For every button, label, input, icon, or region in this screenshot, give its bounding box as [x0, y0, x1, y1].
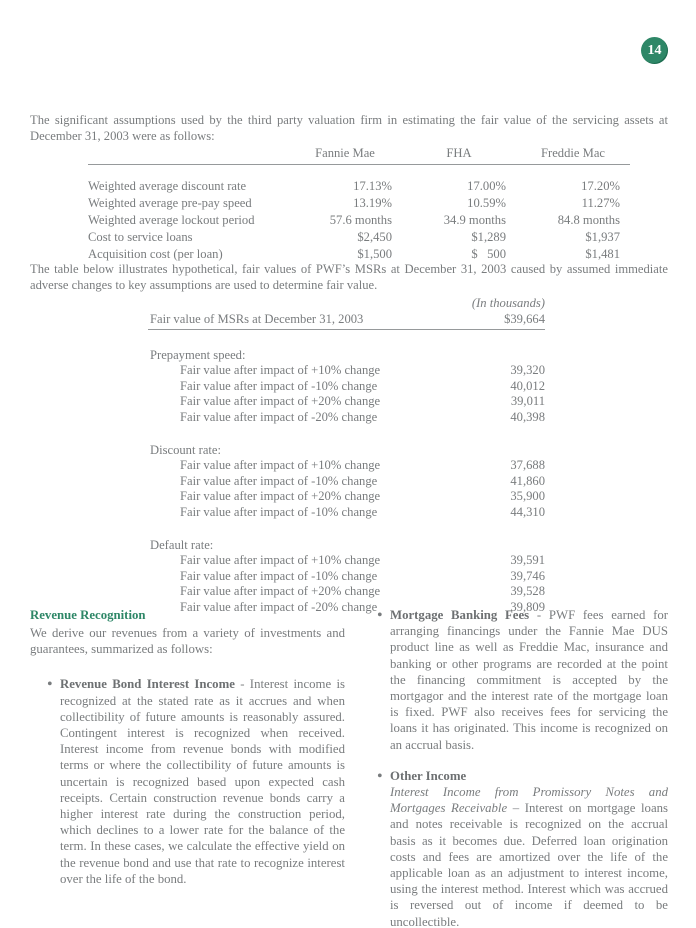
- row-label: Weighted average pre-pay speed: [88, 196, 252, 210]
- table-row: [148, 505, 545, 520]
- bullet-other-income: [377, 768, 668, 928]
- msr-header-row: [148, 311, 545, 330]
- table-row: [88, 229, 630, 246]
- table-row: [148, 394, 545, 409]
- bullet-revenue-bond-interest-income: [47, 676, 345, 887]
- row-label: Weighted average lockout period: [88, 213, 255, 227]
- cell-value: 39,011: [510, 394, 545, 409]
- cell-value: 39,746: [510, 568, 545, 583]
- bullet-italic-lead: Interest Income from Promissory Notes and Mortgages Receivable: [390, 785, 668, 816]
- revenue-recognition-intro: We derive our revenues from a variety of investments and guarantees, summarized as follows:: [30, 626, 345, 657]
- left-column: [30, 607, 345, 928]
- row-label: Fair value after impact of +10% change: [180, 553, 381, 568]
- cell-value: 11.27%: [581, 196, 620, 210]
- bullet-body: [60, 676, 345, 887]
- row-label: Fair value after impact of -10% change: [180, 568, 378, 583]
- table-row: [148, 489, 545, 504]
- cell-value: 41,860: [510, 473, 545, 488]
- row-label: Fair value after impact of +20% change: [180, 394, 381, 409]
- row-label: Fair value after impact of -10% change: [180, 473, 378, 488]
- assumptions-header-fha: FHA: [402, 146, 516, 165]
- cell-value: $1,500: [357, 247, 392, 261]
- cell-value: 44,310: [510, 504, 545, 519]
- cell-value: 17.20%: [581, 179, 620, 193]
- bullet-body: [390, 768, 668, 928]
- msr-header-label: Fair value of MSRs at December 31, 2003: [150, 312, 364, 326]
- cell-value: 39,528: [510, 584, 545, 599]
- page-number-badge: [641, 37, 668, 64]
- bullet-icon: •: [47, 676, 53, 694]
- table-row: [148, 363, 545, 378]
- cell-value: 10.59%: [467, 196, 506, 210]
- assumptions-table: [88, 146, 630, 263]
- table-row: [148, 553, 545, 568]
- cell-value: 13.19%: [353, 196, 392, 210]
- bullet-title: Mortgage Banking Fees: [390, 608, 530, 622]
- cell-value: $ 500: [471, 247, 506, 261]
- bullet-icon: •: [377, 767, 383, 785]
- table-row: [148, 584, 545, 599]
- cell-value: 35,900: [510, 489, 545, 504]
- table-row: [88, 212, 630, 229]
- table-row: [148, 458, 545, 473]
- intro-paragraph: The significant assumptions used by the third party valuation firm in estimating the fair value of the servicing assets at December 31, 2003 were as follows:: [30, 113, 668, 143]
- cell-value: 17.13%: [353, 179, 392, 193]
- row-label: Fair value after impact of -20% change: [180, 409, 378, 424]
- table-row: [148, 569, 545, 584]
- cell-value: $1,481: [585, 247, 620, 261]
- cell-value: 39,809: [510, 599, 545, 614]
- row-label: Fair value after impact of +10% change: [180, 363, 381, 378]
- cell-value: 39,320: [510, 363, 545, 378]
- bullet-icon: •: [377, 607, 383, 624]
- cell-value: 34.9 months: [443, 213, 506, 227]
- table-spacer-row: [88, 165, 630, 179]
- two-column-section: [30, 607, 668, 928]
- section-title-discount: Discount rate:: [150, 443, 221, 458]
- cell-value: $2,450: [357, 230, 392, 244]
- cell-value: 40,012: [510, 378, 545, 393]
- msr-sensitivity-table: [148, 296, 545, 615]
- assumptions-header-empty: [88, 146, 288, 165]
- table-row: [148, 410, 545, 425]
- units-note: (In thousands): [471, 296, 545, 310]
- cell-value: $1,937: [585, 230, 620, 244]
- row-label: Cost to service loans: [88, 230, 193, 244]
- table-row: [88, 195, 630, 212]
- assumptions-header-freddie-mac: Freddie Mac: [516, 146, 630, 165]
- row-label: Fair value after impact of +10% change: [180, 458, 381, 473]
- bullet-title: Other Income: [390, 768, 467, 783]
- table-row: [88, 178, 630, 195]
- bullet-body: [390, 607, 668, 753]
- row-label: Fair value after impact of -10% change: [180, 378, 378, 393]
- bullet-text: - Interest income is recognized at the stated rate as it accrues and when collectibility of future amounts is reasonably assured. Contingent interest is recognized when received. Interest income from revenue bonds with modified terms or where the collectibility of future amounts is uncertain is recognized based upon expected cash receipts. Certain construction revenue bonds carry a higher interest rate during the construction period, which declines to a lower rate for the balance of the term. In these cases, we calculate the effective yield on the revenue bond and use that rate to recognize interest over the life of the bond.: [60, 677, 345, 886]
- row-label: Weighted average discount rate: [88, 179, 247, 193]
- assumptions-header-row: [88, 146, 630, 165]
- cell-value: 17.00%: [467, 179, 506, 193]
- bullet-title: Revenue Bond Interest Income: [60, 677, 235, 692]
- section-title-prepayment: Prepayment speed:: [150, 348, 246, 362]
- msr-paragraph: The table below illustrates hypothetical, fair values of PWF’s MSRs at December 31, 2003 caused by assumed immediate adverse changes to key assumptions are used to determine fair value.: [30, 262, 668, 292]
- cell-value: 37,688: [510, 458, 545, 473]
- row-label: Fair value after impact of +20% change: [180, 489, 381, 504]
- cell-value: 40,398: [510, 409, 545, 424]
- row-label: Fair value after impact of -20% change: [180, 599, 378, 614]
- revenue-recognition-heading: Revenue Recognition: [30, 608, 146, 622]
- table-row: [88, 246, 630, 263]
- row-label: Fair value after impact of -10% change: [180, 504, 378, 519]
- cell-value: 84.8 months: [557, 213, 620, 227]
- cell-value: 39,591: [510, 553, 545, 568]
- row-label: Fair value after impact of +20% change: [180, 584, 381, 599]
- page-number: 14: [647, 42, 662, 58]
- assumptions-header-fannie-mae: Fannie Mae: [288, 146, 402, 165]
- bullet-text: - PWF fees earned for arranging financings under the Fannie Mae DUS product line as well as Freddie Mac, insurance and banking or other programs are recorded at the point the financing commitment is accepted by the mortgagor and the interest rate of the mortgage loan is fixed. PWF also receives fees for servicing the loans it has originated. This income is recognized on an accrual basis.: [390, 608, 668, 752]
- right-column: [368, 607, 668, 928]
- table-row: [148, 379, 545, 394]
- section-title-default: Default rate:: [150, 538, 214, 553]
- cell-value: $1,289: [471, 230, 506, 244]
- bullet-text: – Interest on mortgage loans and notes receivable is recognized on the accrual basis as it becomes due. Deferred loan origination costs and fees are amortized over the life of the applicable loan as an adjustment to interest income, using the interest method. Interest which was accrued is reversed out of income if deemed to be uncollectible.: [390, 801, 669, 928]
- table-row: [148, 474, 545, 489]
- row-label: Acquisition cost (per loan): [88, 247, 223, 261]
- column-gutter: [345, 607, 368, 928]
- bullet-mortgage-banking-fees: [377, 607, 668, 753]
- msr-header-value: $39,664: [504, 312, 545, 326]
- cell-value: 57.6 months: [329, 213, 392, 227]
